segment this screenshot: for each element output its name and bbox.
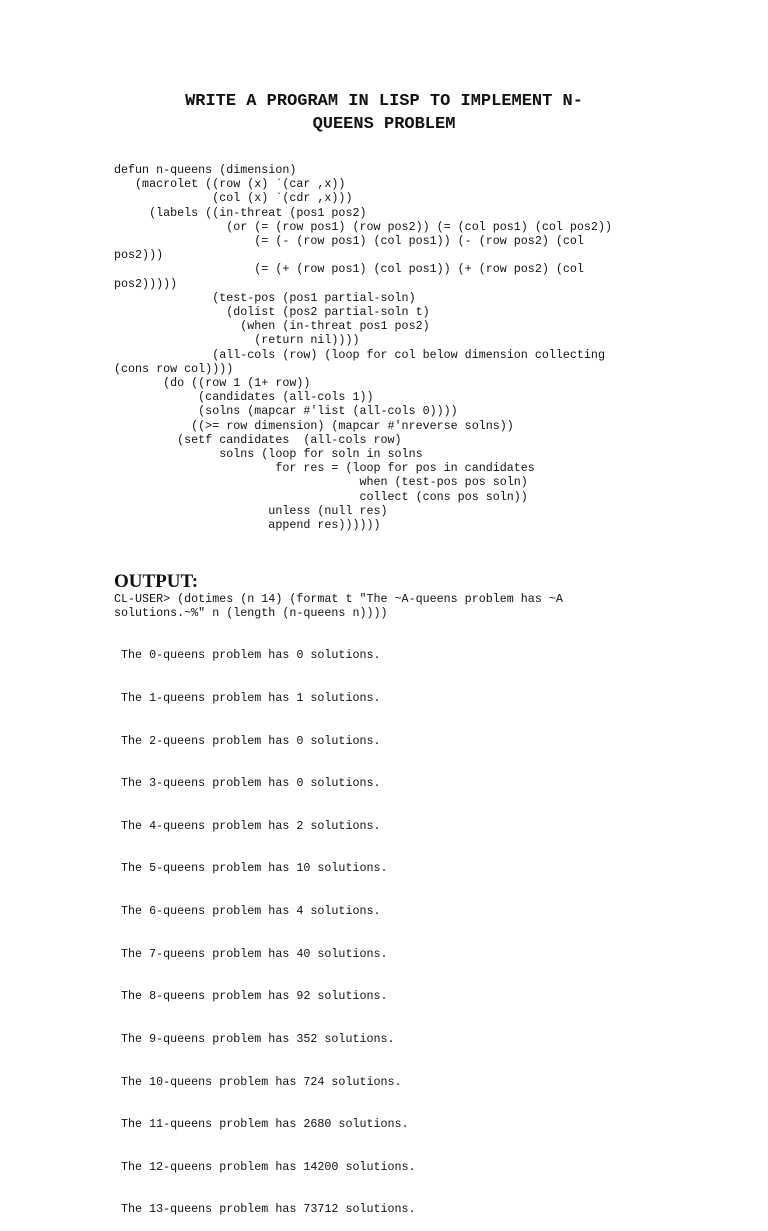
output-line: The 5-queens problem has 10 solutions. (114, 861, 388, 876)
output-line: The 7-queens problem has 40 solutions. (114, 946, 388, 961)
lisp-code-block: defun n-queens (dimension) (macrolet ((row (x) `(car ,x)) (col (x) `(cdr ,x))) (labels ((in-threat (pos1 pos2) (or (= (row pos1) (row pos2)) (= (col pos1) (col pos2)) (= (- (row pos1) (col pos1)) (- (row pos2) (col pos2))) (= (+ (row pos1) (col pos1)) (+ (row pos2) (col pos2))))) (test-pos (pos1 partial-soln) (dolist (pos2 partial-soln t) (when (in-threat pos1 pos2) (return nil)))) (all-cols (row) (loop for col below dimension collecting (cons row col)))) (do ((row 1 (1+ row)) (candidates (all-cols 1)) (solns (mapcar #'list (all-cols 0)))) ((>= row dimension) (mapcar #'nreverse solns)) (setf candidates (all-cols row) solns (loop for soln in solns for res = (loop for pos in candidates when (test-pos pos soln) collect (cons pos soln)) unless (null res) append res)))))) (114, 163, 612, 533)
output-line: The 13-queens problem has 73712 solutions. (114, 1202, 416, 1217)
output-line: The 11-queens problem has 2680 solutions. (114, 1117, 409, 1132)
output-line: The 10-queens problem has 724 solutions. (114, 1074, 402, 1089)
repl-command: CL-USER> (dotimes (n 14) (format t "The ~A-queens problem has ~A solutions.~%" n (length (n-queens n)))) (114, 592, 563, 621)
output-line: The 0-queens problem has 0 solutions. (114, 648, 381, 663)
output-line: The 1-queens problem has 1 solutions. (114, 691, 381, 706)
output-line: The 3-queens problem has 0 solutions. (114, 776, 381, 791)
page-title (0, 90, 768, 136)
output-heading: OUTPUT: (114, 571, 199, 592)
output-line: The 4-queens problem has 2 solutions. (114, 818, 381, 833)
title-line-1: WRITE A PROGRAM IN LISP TO IMPLEMENT N- (185, 92, 583, 111)
output-line: The 6-queens problem has 4 solutions. (114, 904, 381, 919)
output-line: The 8-queens problem has 92 solutions. (114, 989, 388, 1004)
output-line: The 2-queens problem has 0 solutions. (114, 733, 381, 748)
output-line: The 9-queens problem has 352 solutions. (114, 1031, 395, 1046)
output-results-list (114, 620, 416, 1231)
output-line: The 12-queens problem has 14200 solutions. (114, 1159, 416, 1174)
title-line-2: QUEENS PROBLEM (312, 115, 456, 134)
